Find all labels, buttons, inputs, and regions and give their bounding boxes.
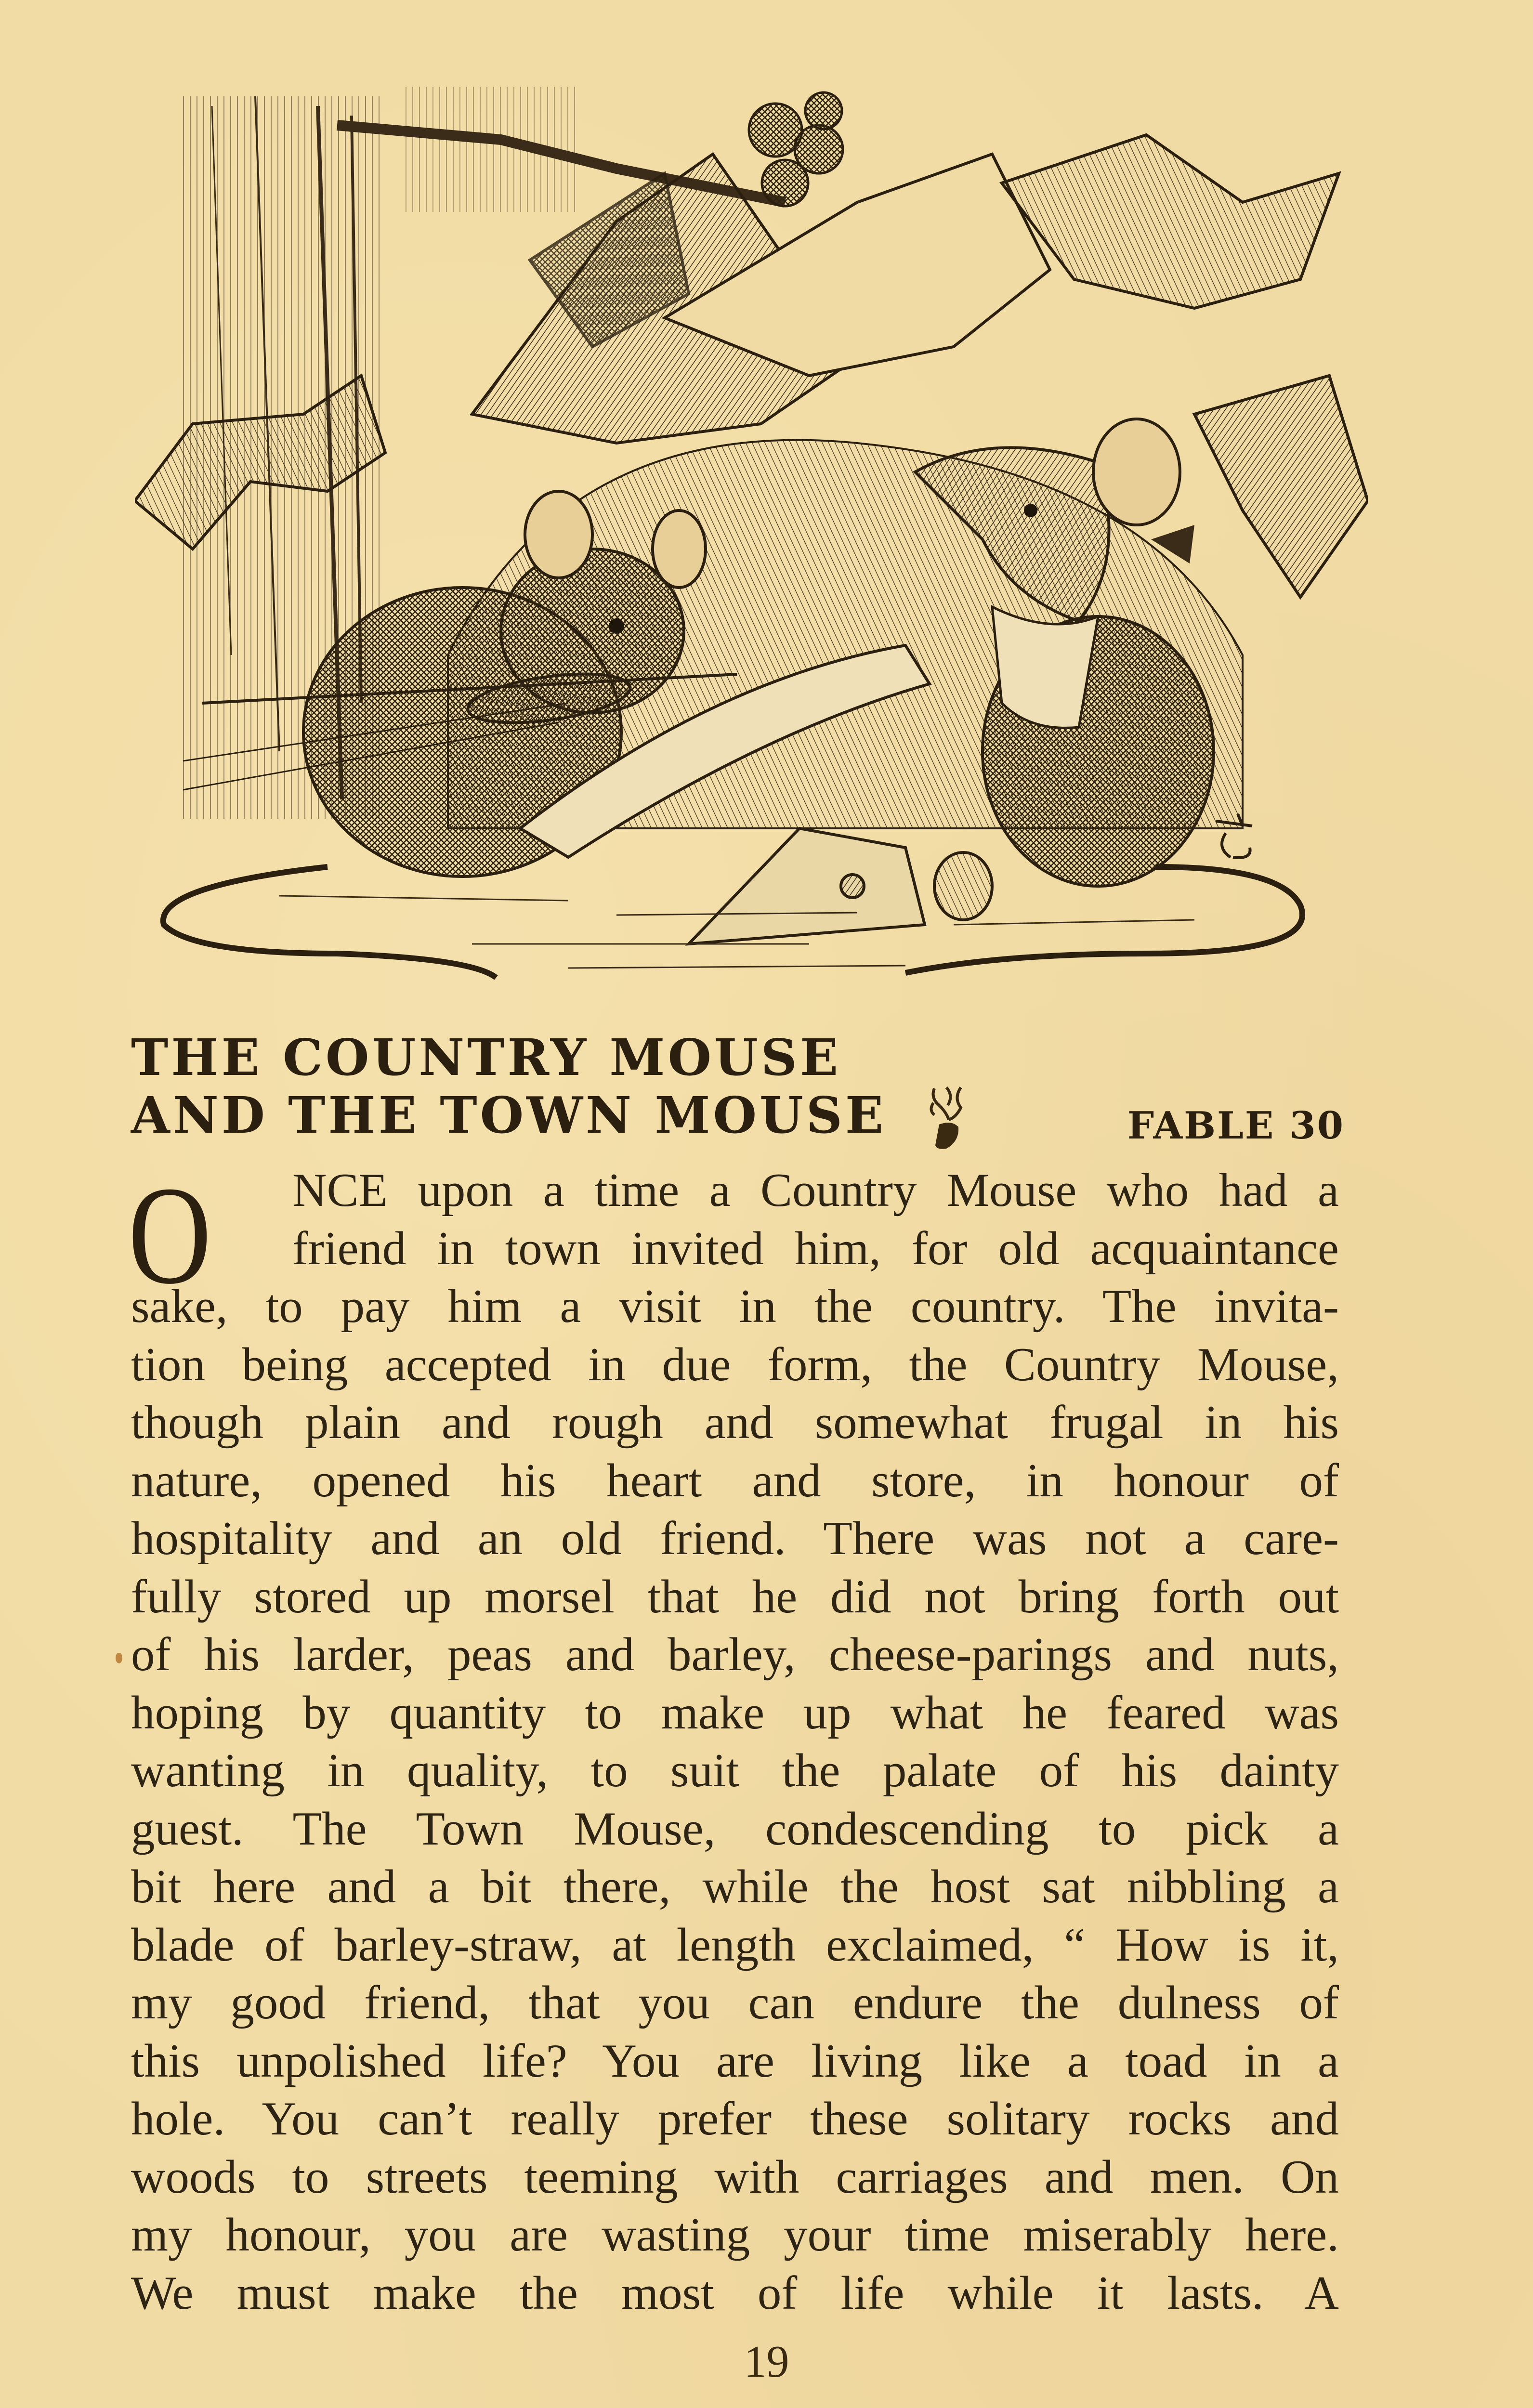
cheese-and-nut bbox=[689, 828, 992, 944]
text-line: though plain and rough and somewhat frugal in his bbox=[131, 1396, 1339, 1449]
text-line: We must make the most of life while it lasts. A bbox=[131, 2266, 1339, 2319]
text-line: blade of barley-straw, at length exclaimed, “ How is it, bbox=[131, 1918, 1339, 1971]
drop-cap: O bbox=[128, 1158, 211, 1313]
text-line: this unpolished life? You are living like a toad in a bbox=[131, 2034, 1339, 2087]
text-line: woods to streets teeming with carriages and men. On bbox=[131, 2150, 1339, 2203]
text-line: my good friend, that you can endure the dulness of bbox=[131, 1976, 1339, 2029]
text-line: fully stored up morsel that he did not bring forth out bbox=[131, 1570, 1339, 1623]
margin-ink-spot bbox=[116, 1653, 122, 1663]
page-number: 19 bbox=[744, 2337, 789, 2387]
text-line: guest. The Town Mouse, condescending to pick a bbox=[131, 1802, 1339, 1855]
text-line: nature, opened his heart and store, in honour of bbox=[131, 1454, 1339, 1507]
floral-ornament-icon bbox=[920, 1079, 973, 1151]
text-line: wanting in quality, to suit the palate of his dainty bbox=[131, 1744, 1339, 1797]
text-line: friend in town invited him, for old acquaintance bbox=[292, 1222, 1339, 1275]
text-line: sake, to pay him a visit in the country. The invita- bbox=[131, 1280, 1339, 1333]
mice-engraving bbox=[135, 77, 1368, 992]
fable-title-line-1: THE COUNTRY MOUSE bbox=[131, 1028, 841, 1087]
text-line: NCE upon a time a Country Mouse who had a bbox=[292, 1164, 1339, 1217]
fable-heading bbox=[131, 1026, 1345, 1151]
fable-body bbox=[128, 1158, 1339, 2322]
text-line: hoping by quantity to make up what he feared was bbox=[131, 1686, 1339, 1739]
text-line: hospitality and an old friend. There was not a care- bbox=[131, 1512, 1339, 1565]
text-line: hole. You can’t really prefer these solitary rocks and bbox=[131, 2093, 1339, 2145]
fable-number: FABLE 30 bbox=[1127, 1104, 1345, 1148]
text-line: my honour, you are wasting your time miserably here. bbox=[131, 2209, 1339, 2261]
text-line: of his larder, peas and barley, cheese-parings and nuts, bbox=[131, 1628, 1339, 1681]
fable-title-line-2: AND THE TOWN MOUSE bbox=[131, 1086, 887, 1145]
fable-illustration bbox=[135, 77, 1368, 992]
text-line: tion being accepted in due form, the Country Mouse, bbox=[131, 1338, 1339, 1391]
text-line: bit here and a bit there, while the host sat nibbling a bbox=[131, 1860, 1339, 1913]
